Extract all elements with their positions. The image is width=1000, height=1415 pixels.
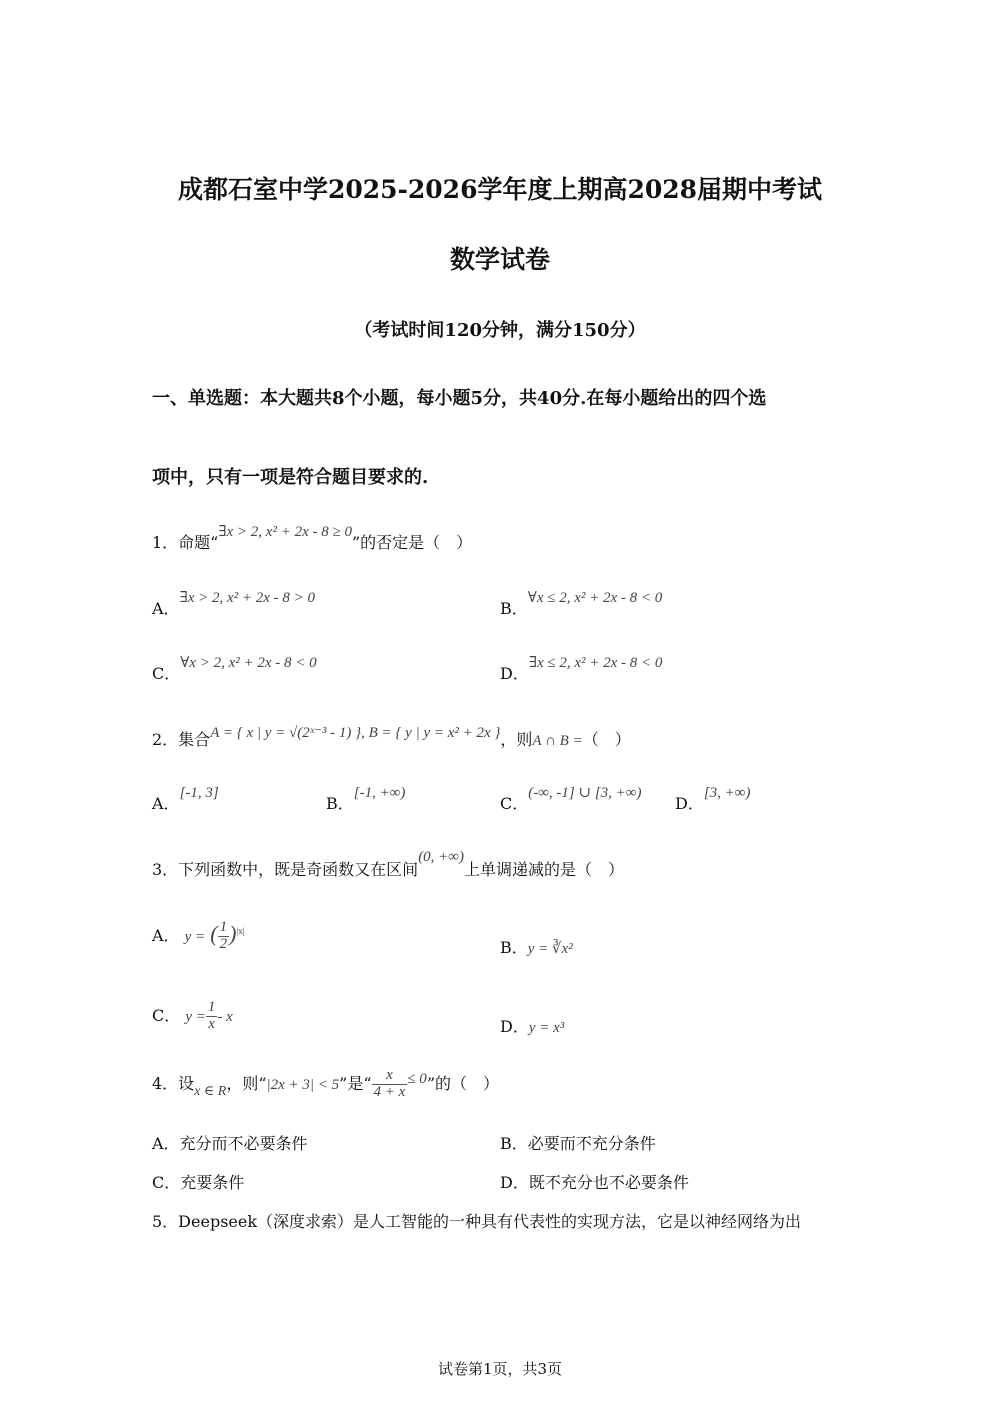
q4-option-c: C．充要条件 <box>152 1173 245 1192</box>
q4-mid2: ”是“ <box>339 1073 372 1093</box>
q3-option-a-exp: |x| <box>236 925 245 936</box>
q3-option-b: B．y = ∛x² <box>500 938 573 957</box>
q4-mid1: ，则“ <box>226 1073 267 1093</box>
question-4 <box>152 1068 499 1101</box>
q3-suffix: 上单调递减的是（ ） <box>464 860 625 879</box>
question-1 <box>152 524 473 553</box>
q3-option-d: D．y = x³ <box>500 1017 565 1036</box>
q3-option-b-expr: y = ∛x² <box>527 941 573 957</box>
q4-prefix: 4．设 <box>152 1073 195 1093</box>
q2-expr-b: , B = { y | y = x² + 2x } <box>361 725 501 741</box>
q1-option-a-expr: ∃x > 2, x² + 2x - 8 > 0 <box>179 590 316 606</box>
q4-cond1: |2x + 3| < 5 <box>266 1076 340 1093</box>
exam-title: 成都石室中学2025-2026学年度上期高2028届期中考试 <box>177 175 823 204</box>
q3-option-c-fraction: $\frac{1}{x}$ <box>207 999 216 1032</box>
question-2 <box>152 727 631 750</box>
q1-expr: ∃x > 2, x² + 2x - 8 ≥ 0 <box>218 524 352 540</box>
q4-option-a: A．充分而不必要条件 <box>152 1134 308 1153</box>
q1-option-d: D．∃x ≤ 2, x² + 2x - 8 < 0 <box>500 655 663 683</box>
exam-subject: 数学试卷 <box>449 245 550 274</box>
page-footer: 试卷第1页，共3页 <box>437 1360 563 1378</box>
section-heading-line2: 项中，只有一项是符合题目要求的. <box>152 467 429 488</box>
question-5: 5．Deepseek（深度求索）是人工智能的一种具有代表性的实现方法，它是以神经网络为出 <box>152 1212 802 1231</box>
q4-option-b: B．必要而不充分条件 <box>500 1134 656 1153</box>
q2-suffix: （ ） <box>582 730 631 749</box>
q2-expr-a: A = { x | y = √(2ˣ⁻³ - 1) } <box>210 725 362 741</box>
q2-option-c: C．(-∞, -1] ∪ [3, +∞) <box>500 785 642 813</box>
q2-option-d-expr: [3, +∞) <box>703 785 751 801</box>
q1-option-a: A．∃x > 2, x² + 2x - 8 > 0 <box>152 590 316 618</box>
q2-option-c-expr: (-∞, -1] ∪ [3, +∞) <box>528 785 642 801</box>
q3-option-d-expr: y = x³ <box>528 1020 565 1036</box>
q3-option-c-rest: - x <box>217 1008 233 1025</box>
q4-suffix: ”的（ ） <box>426 1073 499 1093</box>
q1-option-d-expr: ∃x ≤ 2, x² + 2x - 8 < 0 <box>528 655 663 671</box>
q2-option-b-expr: [-1, +∞) <box>353 785 406 801</box>
q3-option-a-lhs: y = <box>184 928 206 945</box>
q4-cond2-rest: ≤ 0 <box>407 1070 427 1087</box>
q3-option-c-lhs: y = <box>185 1008 206 1025</box>
q2-option-b: B．[-1, +∞) <box>326 785 406 813</box>
question-3 <box>152 849 625 880</box>
q2-expr-ab: A ∩ B = <box>532 733 583 749</box>
q1-option-b-expr: ∀x ≤ 2, x² + 2x - 8 < 0 <box>527 590 663 606</box>
q1-suffix: ”的否定是（ ） <box>351 533 473 552</box>
q1-option-b: B．∀x ≤ 2, x² + 2x - 8 < 0 <box>500 590 663 618</box>
q2-option-a-expr: [-1, 3] <box>179 785 219 801</box>
q3-interval: (0, +∞) <box>418 849 464 865</box>
q4-set: x ∈ R <box>194 1083 227 1099</box>
q2-prefix: 2．集合 <box>152 730 211 749</box>
q1-prefix: 1．命题“ <box>152 533 219 552</box>
q2-option-d: D．[3, +∞) <box>675 785 751 813</box>
q1-option-c: C．∀x > 2, x² + 2x - 8 < 0 <box>152 655 317 683</box>
q4-cond2-fraction: $\frac{x}{4 + x}$ <box>373 1067 406 1100</box>
q4-option-d: D．既不充分也不必要条件 <box>500 1173 689 1192</box>
section-heading-line1: 一、单选题：本大题共8个小题，每小题5分，共40分.在每小题给出的四个选 <box>152 388 767 409</box>
q3-option-c: C． y = $\frac{1}{x}$ - x <box>152 999 233 1032</box>
q2-option-a: A．[-1, 3] <box>152 785 219 813</box>
q3-prefix: 3．下列函数中，既是奇函数又在区间 <box>152 860 419 879</box>
q2-mid: ，则 <box>500 730 533 749</box>
q1-option-c-expr: ∀x > 2, x² + 2x - 8 < 0 <box>180 655 317 671</box>
exam-info: （考试时间120分钟，满分150分） <box>354 320 646 341</box>
q3-option-a-fraction: $\frac{1}{2}$ <box>219 919 228 952</box>
q3-option-a: A． y = ( $\frac{1}{2}$ )$^{|x|}$ <box>152 919 245 952</box>
